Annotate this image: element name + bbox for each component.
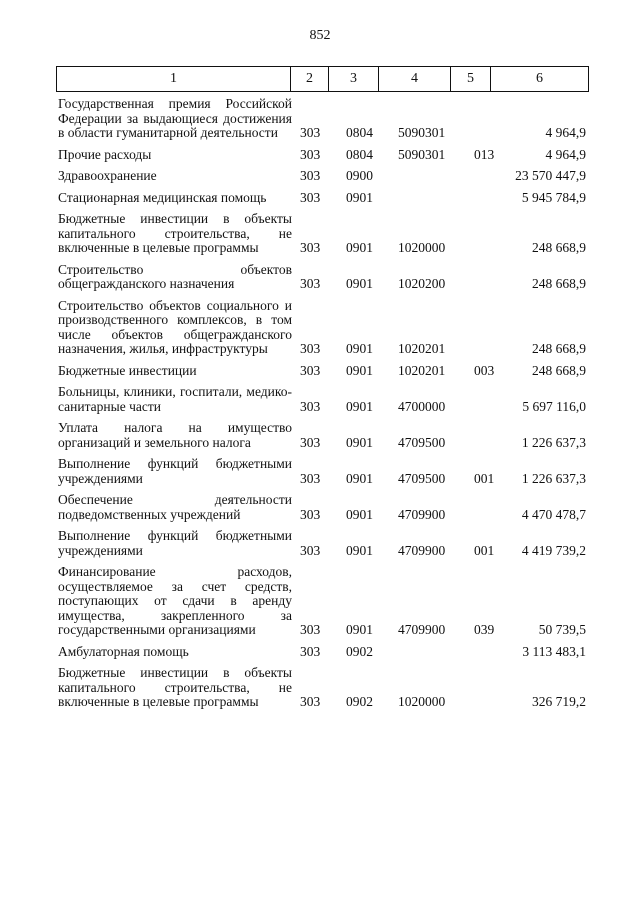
table-row bbox=[58, 529, 588, 558]
row-name: Бюджетные инвестиции в объекты капитального строительства, не включенные в целевые программы bbox=[58, 665, 292, 709]
row-section-code: 0902 bbox=[346, 694, 373, 709]
budget-table-body bbox=[58, 97, 588, 717]
table-row bbox=[58, 421, 588, 450]
row-target-code: 4709900 bbox=[398, 542, 446, 558]
row-amount: 4 964,9 bbox=[545, 125, 586, 140]
row-amount: 248 668,9 bbox=[532, 362, 586, 378]
row-target-code: 5090301 bbox=[398, 125, 446, 140]
row-amount: 248 668,9 bbox=[532, 276, 586, 291]
row-ministry-code: 303 bbox=[300, 643, 321, 659]
header-cell: 3 bbox=[329, 67, 379, 92]
row-ministry-code: 303 bbox=[300, 341, 321, 356]
row-ministry-code: 303 bbox=[300, 276, 321, 291]
row-amount: 4 964,9 bbox=[545, 146, 586, 162]
table-row bbox=[58, 212, 588, 256]
row-section-code: 0901 bbox=[346, 542, 373, 558]
row-ministry-code: 303 bbox=[300, 694, 321, 709]
row-ministry-code: 303 bbox=[300, 125, 321, 140]
header-cell: 5 bbox=[451, 67, 491, 92]
row-section-code: 0804 bbox=[346, 146, 373, 162]
row-section-code: 0902 bbox=[346, 643, 373, 659]
row-target-code: 1020000 bbox=[398, 694, 446, 709]
row-expense-type: 039 bbox=[474, 622, 495, 637]
row-expense-type: 001 bbox=[474, 470, 495, 486]
row-name: Прочие расходы bbox=[58, 146, 152, 162]
row-target-code: 4709500 bbox=[398, 434, 446, 450]
row-expense-type: 001 bbox=[474, 542, 495, 558]
row-ministry-code: 303 bbox=[300, 146, 321, 162]
row-name: Стационарная медицинская помощь bbox=[58, 189, 267, 205]
row-section-code: 0901 bbox=[346, 622, 373, 637]
row-name: Финансирование расходов, осуществляемое за счет средств, поступающих от сдачи в аренду имущества, закрепленного за государственными организациями bbox=[58, 564, 292, 637]
row-ministry-code: 303 bbox=[300, 622, 321, 637]
row-target-code: 4709500 bbox=[398, 470, 446, 486]
column-header-row bbox=[57, 67, 589, 92]
table-row bbox=[58, 493, 588, 522]
row-name: Строительство объектов социального и производственного комплексов, в том числе объектов общегражданского назначения, жилья, инфраструктуры bbox=[58, 297, 292, 356]
row-target-code: 1020201 bbox=[398, 362, 446, 378]
row-name: Уплата налога на имущество организаций и земельного налога bbox=[58, 420, 292, 450]
row-target-code: 1020200 bbox=[398, 276, 446, 291]
table-row bbox=[58, 565, 588, 638]
table-row bbox=[58, 666, 588, 710]
table-row bbox=[58, 385, 588, 414]
row-ministry-code: 303 bbox=[300, 470, 321, 486]
row-name: Бюджетные инвестиции в объекты капитального строительства, не включенные в целевые программы bbox=[58, 211, 292, 255]
row-section-code: 0901 bbox=[346, 240, 373, 255]
row-section-code: 0901 bbox=[346, 434, 373, 450]
row-name: Выполнение функций бюджетными учреждениями bbox=[58, 528, 292, 558]
column-header-table bbox=[56, 66, 589, 92]
row-target-code: 4709900 bbox=[398, 506, 446, 522]
page-number: 852 bbox=[309, 28, 331, 43]
row-section-code: 0901 bbox=[346, 276, 373, 291]
row-ministry-code: 303 bbox=[300, 506, 321, 522]
row-amount: 1 226 637,3 bbox=[521, 434, 586, 450]
row-amount: 23 570 447,9 bbox=[515, 168, 586, 183]
row-section-code: 0901 bbox=[346, 470, 373, 486]
row-section-code: 0804 bbox=[346, 125, 373, 140]
row-target-code: 4700000 bbox=[398, 398, 446, 414]
row-section-code: 0901 bbox=[346, 506, 373, 522]
row-section-code: 0901 bbox=[346, 362, 373, 378]
table-row bbox=[58, 169, 588, 184]
row-amount: 326 719,2 bbox=[532, 694, 586, 709]
table-row bbox=[58, 148, 588, 163]
row-amount: 5 697 116,0 bbox=[522, 398, 586, 414]
row-ministry-code: 303 bbox=[300, 362, 321, 378]
table-row bbox=[58, 263, 588, 292]
header-cell: 6 bbox=[491, 67, 589, 92]
row-expense-type: 003 bbox=[474, 362, 495, 378]
table-row bbox=[58, 364, 588, 379]
row-target-code: 1020201 bbox=[398, 341, 446, 356]
row-amount: 248 668,9 bbox=[532, 341, 586, 356]
row-name: Бюджетные инвестиции bbox=[58, 362, 197, 378]
row-ministry-code: 303 bbox=[300, 168, 321, 183]
table-row bbox=[58, 191, 588, 206]
row-amount: 248 668,9 bbox=[532, 240, 586, 255]
row-name: Амбулаторная помощь bbox=[58, 643, 189, 659]
header-cell: 2 bbox=[291, 67, 329, 92]
row-target-code: 5090301 bbox=[398, 146, 446, 162]
row-amount: 1 226 637,3 bbox=[521, 470, 586, 486]
table-row bbox=[58, 299, 588, 357]
row-name: Строительство объектов общегражданского назначения bbox=[58, 261, 292, 291]
row-target-code: 1020000 bbox=[398, 240, 446, 255]
table-row bbox=[58, 457, 588, 486]
row-ministry-code: 303 bbox=[300, 434, 321, 450]
row-amount: 50 739,5 bbox=[538, 622, 586, 637]
row-name: Выполнение функций бюджетными учреждениями bbox=[58, 456, 292, 486]
row-section-code: 0901 bbox=[346, 398, 373, 414]
row-amount: 4 470 478,7 bbox=[521, 506, 586, 522]
row-section-code: 0900 bbox=[346, 168, 373, 183]
row-section-code: 0901 bbox=[346, 341, 373, 356]
row-name: Обеспечение деятельности подведомственных учреждений bbox=[58, 492, 292, 522]
header-cell: 4 bbox=[379, 67, 451, 92]
row-name: Здравоохранение bbox=[58, 168, 157, 183]
row-section-code: 0901 bbox=[346, 189, 373, 205]
table-row bbox=[58, 645, 588, 660]
row-name: Больницы, клиники, госпитали, медико-санитарные части bbox=[58, 384, 292, 414]
row-ministry-code: 303 bbox=[300, 542, 321, 558]
row-amount: 3 113 483,1 bbox=[522, 643, 586, 659]
table-row bbox=[58, 97, 588, 141]
row-ministry-code: 303 bbox=[300, 189, 321, 205]
row-target-code: 4709900 bbox=[398, 622, 446, 637]
row-amount: 5 945 784,9 bbox=[521, 189, 586, 205]
row-amount: 4 419 739,2 bbox=[521, 542, 586, 558]
row-name: Государственная премия Российской Федерации за выдающиеся достижения в области гуманитарной деятельности bbox=[58, 96, 292, 140]
row-ministry-code: 303 bbox=[300, 240, 321, 255]
row-expense-type: 013 bbox=[474, 146, 495, 162]
header-cell: 1 bbox=[57, 67, 291, 92]
row-ministry-code: 303 bbox=[300, 398, 321, 414]
